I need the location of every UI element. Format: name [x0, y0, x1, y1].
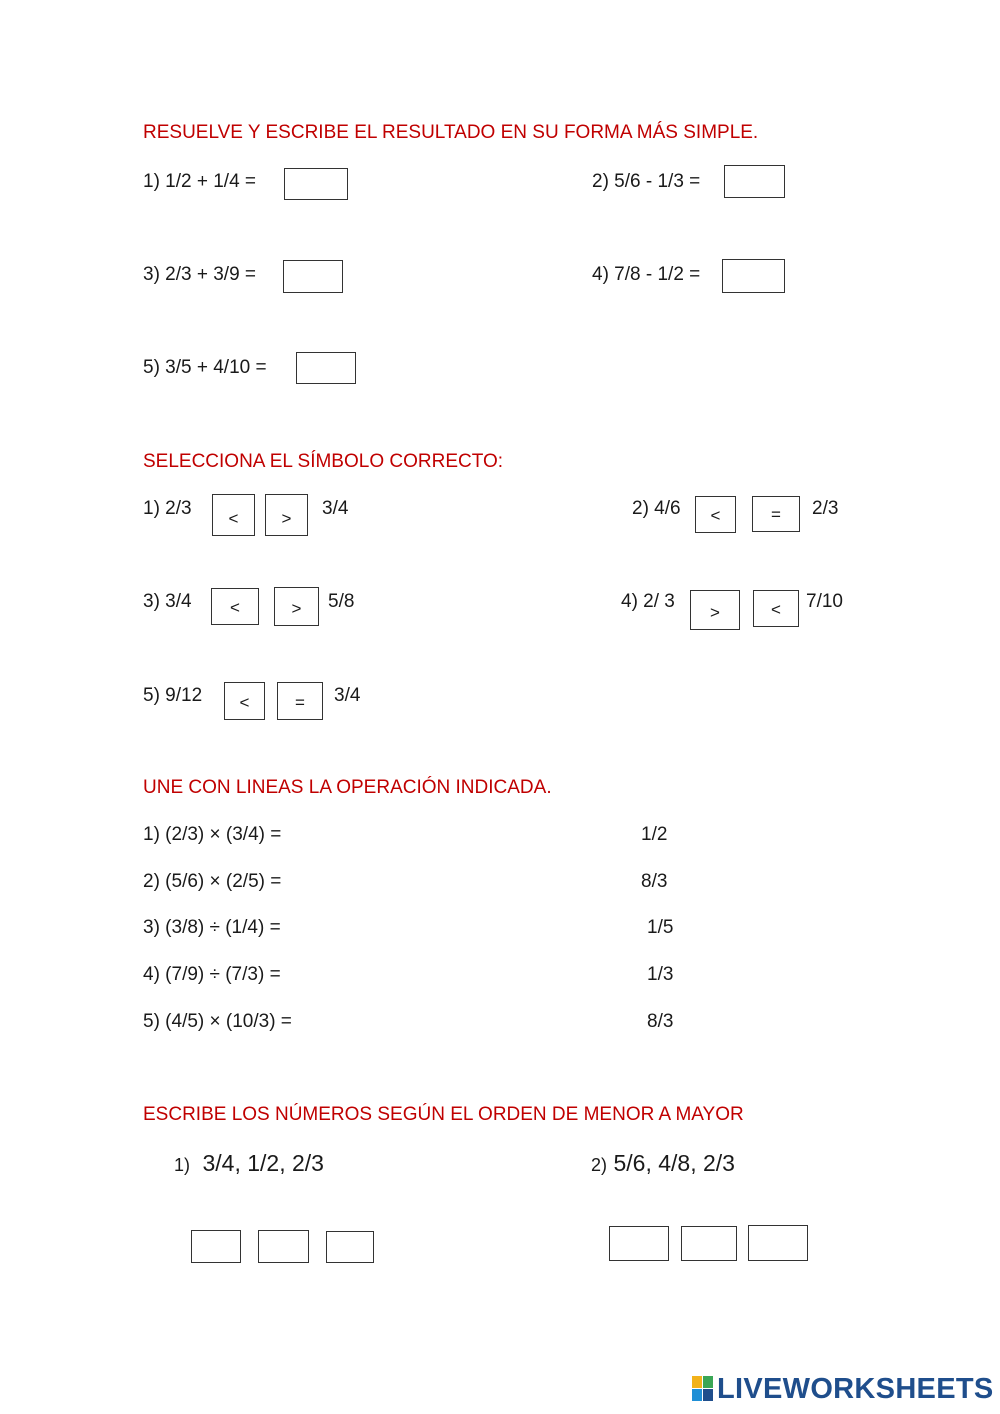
- exercise-5-label: 5) 3/5 + 4/10 =: [143, 357, 267, 378]
- answer-box-2[interactable]: [724, 165, 785, 198]
- liveworksheets-logo: [692, 1374, 994, 1404]
- match-result-2[interactable]: 8/3: [641, 871, 668, 892]
- compare-3-right: 5/8: [328, 591, 355, 612]
- exercise-1-label: 1) 1/2 + 1/4 =: [143, 171, 257, 192]
- order-2-answer-box-3[interactable]: [748, 1225, 808, 1261]
- compare-4-right: 7/10: [806, 591, 843, 612]
- order-1-values: 3/4, 1/2, 2/3: [202, 1150, 324, 1176]
- section-compare-title: SELECCIONA EL SÍMBOLO CORRECTO:: [143, 451, 504, 472]
- section-simplify-title: RESUELVE Y ESCRIBE EL RESULTADO EN SU FORMA MÁS SIMPLE.: [143, 122, 759, 143]
- match-operation-4[interactable]: 4) (7/9) ÷ (7/3) =: [143, 964, 281, 985]
- exercise-3-label: 3) 2/3 + 3/9 =: [143, 264, 257, 285]
- exercise-4-label: 4) 7/8 - 1/2 =: [592, 264, 701, 285]
- match-result-4[interactable]: 1/3: [647, 964, 674, 985]
- match-operation-1[interactable]: 1) (2/3) × (3/4) =: [143, 824, 282, 845]
- compare-2-option-less[interactable]: <: [695, 496, 736, 533]
- compare-5-option-less[interactable]: <: [224, 682, 265, 720]
- compare-1-option-less[interactable]: <: [212, 494, 255, 536]
- answer-box-3[interactable]: [283, 260, 343, 293]
- compare-1-right: 3/4: [322, 498, 349, 519]
- compare-3-option-less[interactable]: <: [211, 588, 259, 625]
- compare-5-left: 5) 9/12: [143, 685, 203, 706]
- order-1-prompt: [174, 1150, 324, 1177]
- order-2-number: 2): [591, 1155, 608, 1175]
- order-1-answer-box-1[interactable]: [191, 1230, 241, 1263]
- compare-4-left: 4) 2/ 3: [621, 591, 675, 612]
- order-2-answer-box-1[interactable]: [609, 1226, 669, 1261]
- compare-1-option-greater[interactable]: >: [265, 494, 308, 536]
- compare-3-left: 3) 3/4: [143, 591, 192, 612]
- match-result-5[interactable]: 8/3: [647, 1011, 674, 1032]
- answer-box-1[interactable]: [284, 168, 348, 200]
- compare-2-option-equal[interactable]: =: [752, 496, 800, 532]
- order-1-answer-box-2[interactable]: [258, 1230, 309, 1263]
- answer-box-5[interactable]: [296, 352, 356, 384]
- order-2-values: 5/6, 4/8, 2/3: [613, 1150, 735, 1176]
- exercise-2-label: 2) 5/6 - 1/3 =: [592, 171, 701, 192]
- order-1-number: 1): [174, 1155, 191, 1175]
- compare-5-option-equal[interactable]: =: [277, 682, 323, 720]
- match-result-3[interactable]: 1/5: [647, 917, 674, 938]
- compare-3-option-greater[interactable]: >: [274, 587, 319, 626]
- compare-2-left: 2) 4/6: [632, 498, 681, 519]
- match-operation-2[interactable]: 2) (5/6) × (2/5) =: [143, 871, 282, 892]
- compare-2-right: 2/3: [812, 498, 839, 519]
- section-match-title: UNE CON LINEAS LA OPERACIÓN INDICADA.: [143, 777, 552, 798]
- compare-4-option-less[interactable]: <: [753, 590, 799, 627]
- match-operation-3[interactable]: 3) (3/8) ÷ (1/4) =: [143, 917, 281, 938]
- compare-4-option-greater[interactable]: >: [690, 590, 740, 630]
- section-order-title: ESCRIBE LOS NÚMEROS SEGÚN EL ORDEN DE MENOR A MAYOR: [143, 1104, 744, 1125]
- match-operation-5[interactable]: 5) (4/5) × (10/3) =: [143, 1011, 292, 1032]
- answer-box-4[interactable]: [722, 259, 785, 293]
- liveworksheets-logo-icon: [692, 1376, 714, 1402]
- match-result-1[interactable]: 1/2: [641, 824, 668, 845]
- order-2-answer-box-2[interactable]: [681, 1226, 737, 1261]
- liveworksheets-logo-text: LIVEWORKSHEETS: [717, 1372, 994, 1405]
- compare-1-left: 1) 2/3: [143, 498, 192, 519]
- order-2-prompt: [591, 1150, 735, 1177]
- order-1-answer-box-3[interactable]: [326, 1231, 374, 1263]
- compare-5-right: 3/4: [334, 685, 361, 706]
